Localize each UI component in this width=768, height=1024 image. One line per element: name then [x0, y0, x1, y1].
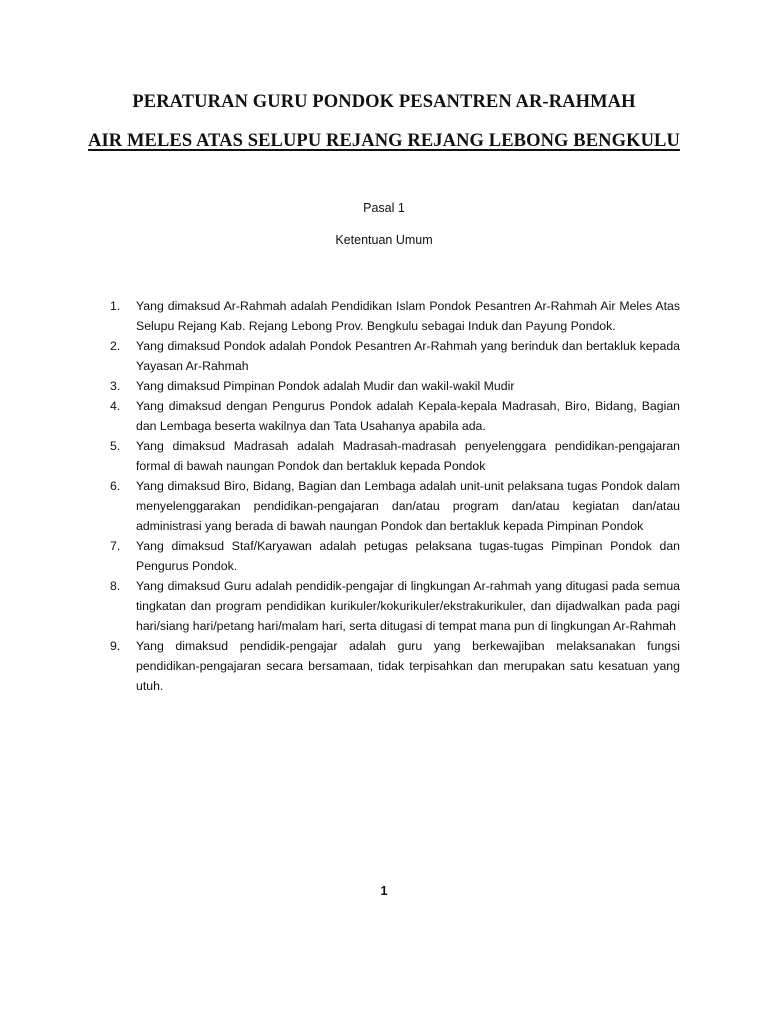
pasal-heading: Pasal 1 [363, 201, 405, 215]
list-item-text: Yang dimaksud dengan Pengurus Pondok adalah Kepala-kepala Madrasah, Biro, Bidang, Bagian dan Lembaga beserta wakilnya dan Tata Usahanya apabila ada. [136, 399, 680, 433]
list-item [110, 336, 680, 376]
list-item-number: 9. [110, 639, 121, 653]
provisions-list [110, 296, 680, 696]
list-item-text: Yang dimaksud Ar-Rahmah adalah Pendidikan Islam Pondok Pesantren Ar-Rahmah Air Meles Atas Selupu Rejang Kab. Rejang Lebong Prov. Bengkulu sebagai Induk dan Payung Pondok. [136, 299, 680, 333]
list-item-number: 2. [110, 339, 121, 353]
list-item-number: 8. [110, 579, 121, 593]
document-title: PERATURAN GURU PONDOK PESANTREN AR-RAHMAH [132, 92, 636, 112]
document-subtitle-text: AIR MELES ATAS SELUPU REJANG REJANG LEBONG BENGKULU [88, 131, 680, 151]
list-item [110, 636, 680, 696]
list-item-text: Yang dimaksud Staf/Karyawan adalah petugas pelaksana tugas-tugas Pimpinan Pondok dan Pengurus Pondok. [136, 539, 680, 573]
list-item [110, 536, 680, 576]
list-item-number: 1. [110, 299, 121, 313]
list-item [110, 296, 680, 336]
page-number: 1 [380, 884, 388, 898]
list-item [110, 396, 680, 436]
document-subtitle [0, 131, 768, 152]
list-item [110, 576, 680, 636]
list-item [110, 376, 680, 396]
list-item [110, 436, 680, 476]
list-item-number: 5. [110, 439, 121, 453]
section-heading: Ketentuan Umum [335, 233, 433, 247]
list-item-number: 3. [110, 379, 121, 393]
list-item-text: Yang dimaksud pendidik-pengajar adalah guru yang berkewajiban melaksanakan fungsi pendidikan-pengajaran secara bersamaan, tidak terpisahkan dan merupakan satu kesatuan yang utuh. [136, 639, 680, 693]
list-item-text: Yang dimaksud Guru adalah pendidik-pengajar di lingkungan Ar-rahmah yang ditugasi pada semua tingkatan dan program pendidikan kurikuler/kokurikuler/ekstrakurikuler, dan dijadwalkan pada pagi hari/siang hari/petang hari/malam hari, serta ditugasi di tempat mana pun di lingkungan Ar-Rahmah [136, 579, 680, 633]
list-item [110, 476, 680, 536]
list-item-text: Yang dimaksud Madrasah adalah Madrasah-madrasah penyelenggara pendidikan-pengajaran formal di bawah naungan Pondok dan bertakluk kepada Pondok [136, 439, 680, 473]
list-item-number: 6. [110, 479, 121, 493]
list-item-text: Yang dimaksud Pimpinan Pondok adalah Mudir dan wakil-wakil Mudir [136, 379, 515, 393]
list-item-number: 7. [110, 539, 121, 553]
list-item-number: 4. [110, 399, 121, 413]
list-item-text: Yang dimaksud Pondok adalah Pondok Pesantren Ar-Rahmah yang berinduk dan bertakluk kepada Yayasan Ar-Rahmah [136, 339, 680, 373]
list-item-text: Yang dimaksud Biro, Bidang, Bagian dan Lembaga adalah unit-unit pelaksana tugas Pondok dalam menyelenggarakan pendidikan-pengajaran dan/atau program dan/atau kegiatan dan/atau administrasi yang berada di bawah naungan Pondok dan bertakluk kepada Pimpinan Pondok [136, 479, 680, 533]
